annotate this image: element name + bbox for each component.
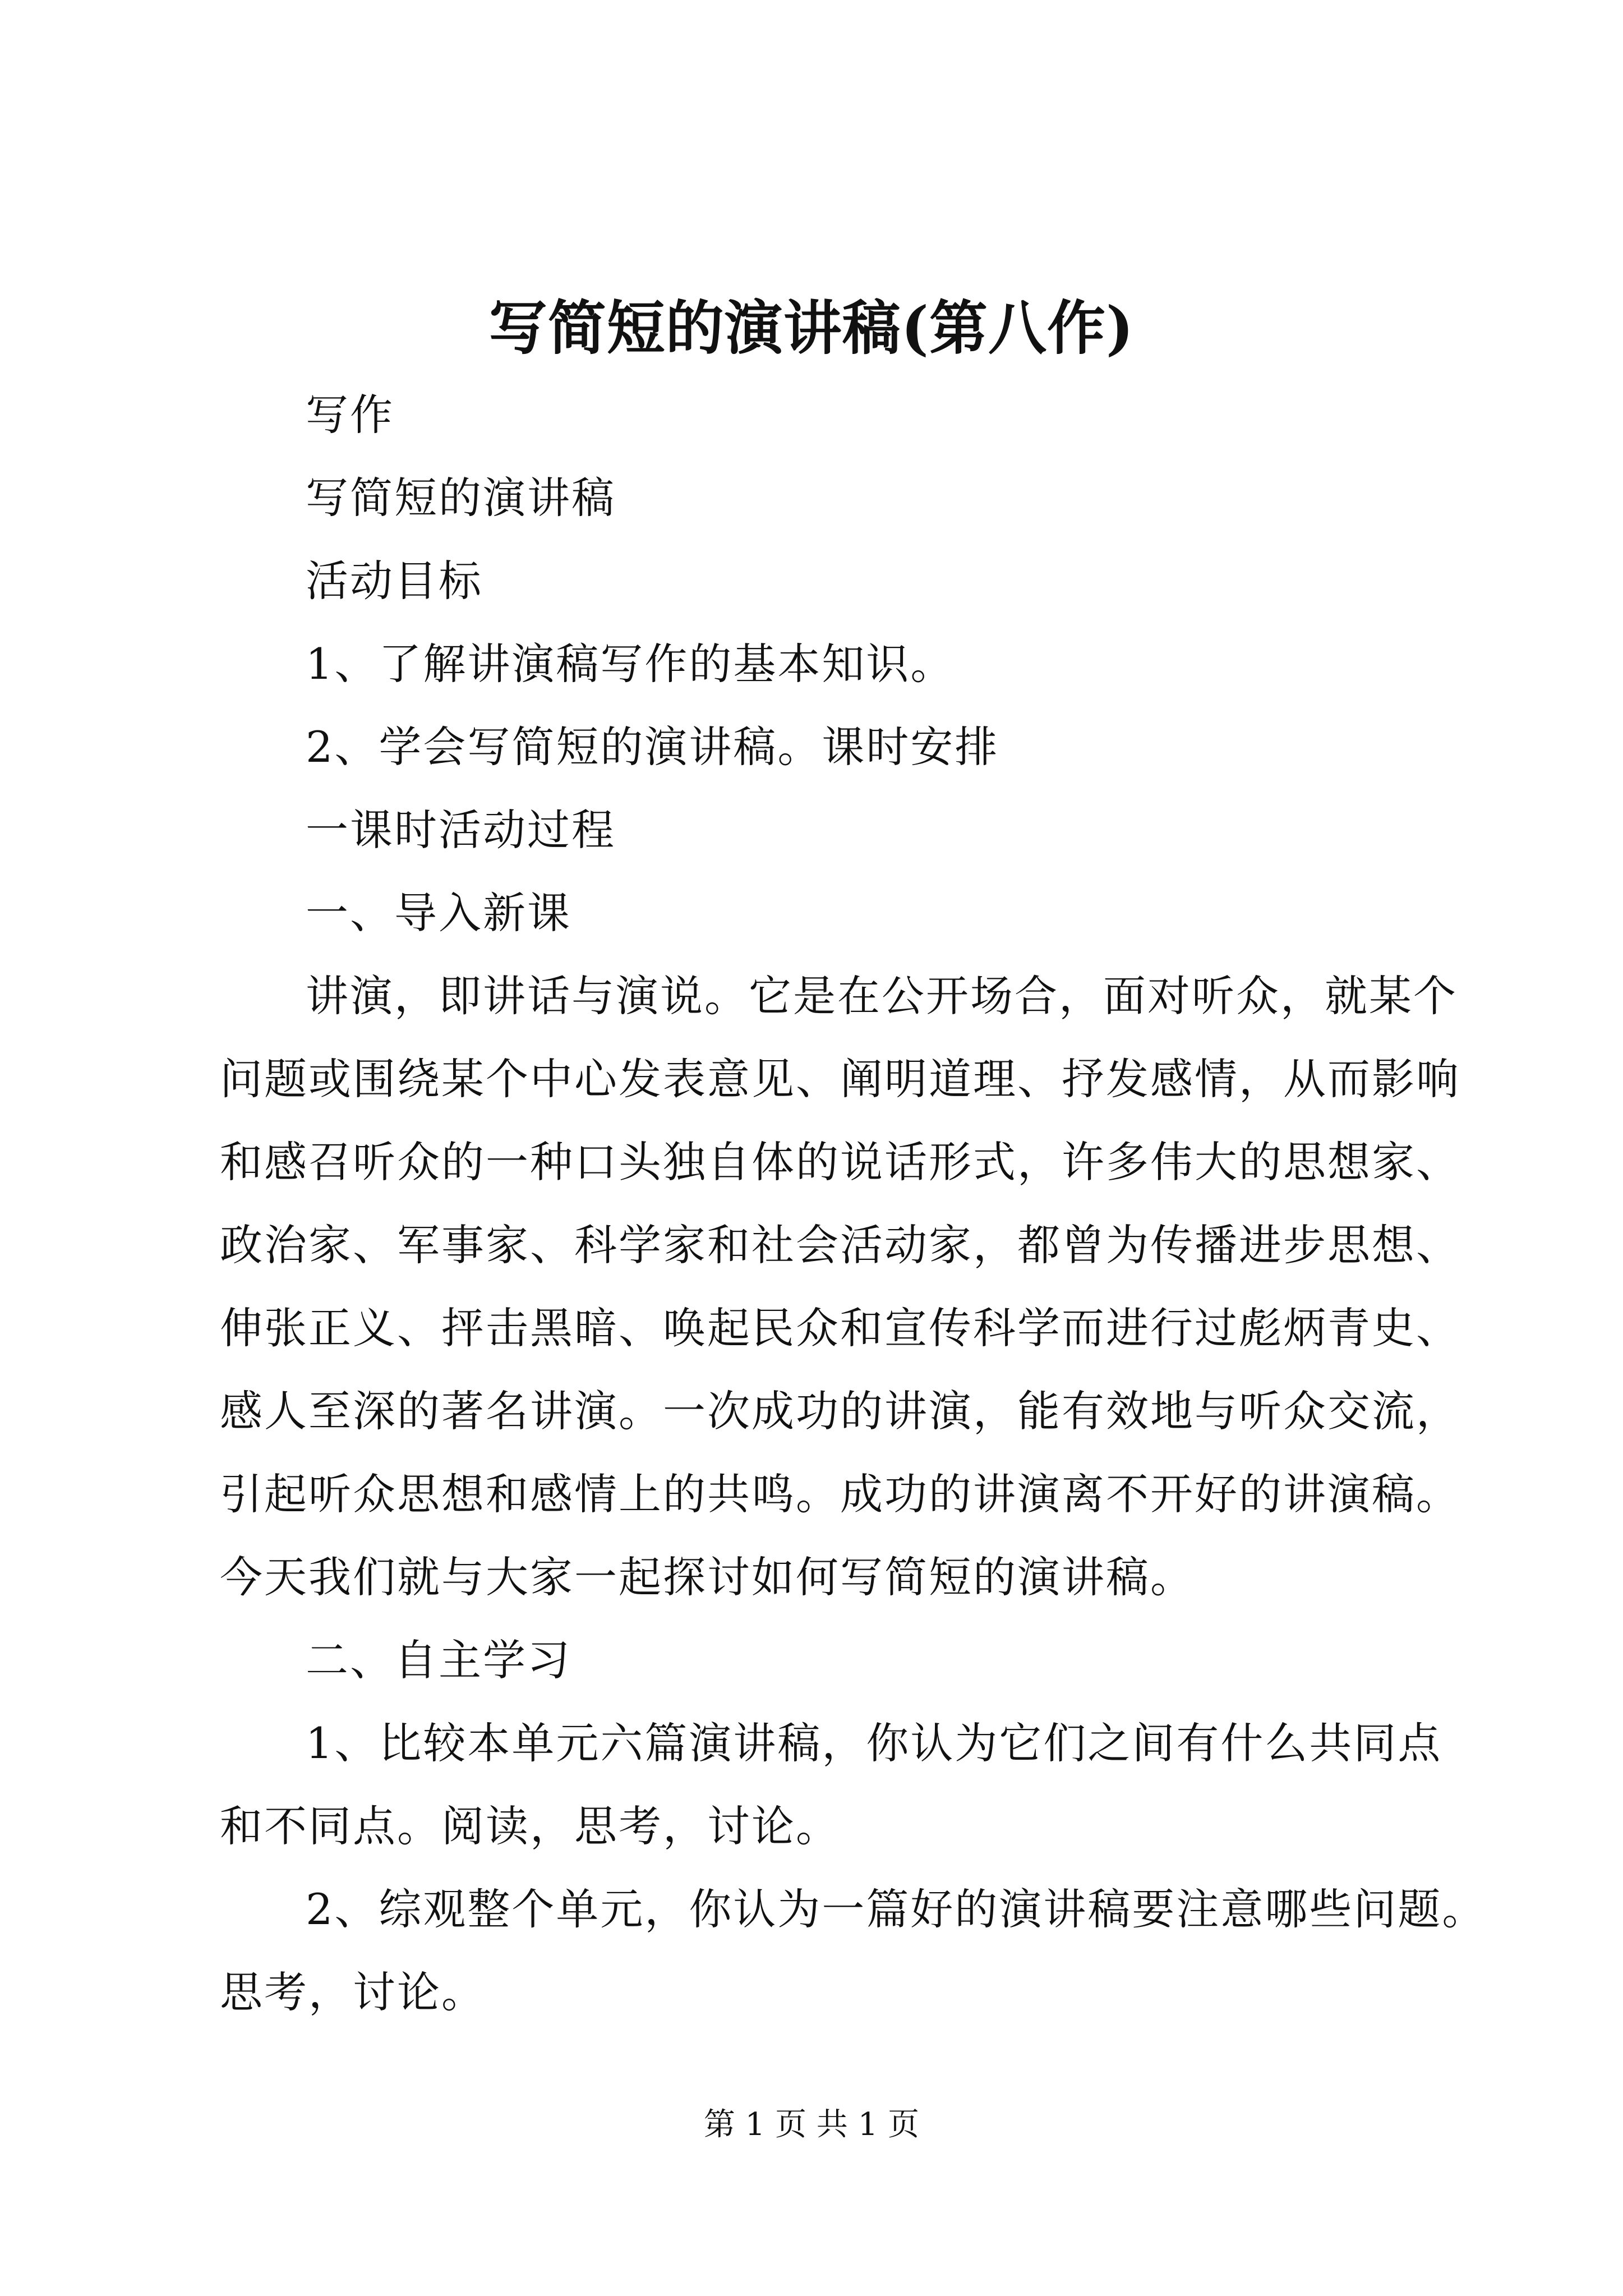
- activity-goals-heading: 活动目标: [306, 556, 483, 606]
- paragraph-line: 今天我们就与大家一起探讨如何写简短的演讲稿。: [220, 1552, 1195, 1602]
- paragraph-line: 问题或围绕某个中心发表意见、阐明道理、抒发感情，从而影响: [220, 1054, 1460, 1104]
- task-item-2: 2、综观整个单元，你认为一篇好的演讲稿要注意哪些问题。: [306, 1884, 1487, 1934]
- paragraph-line: 讲演，即讲话与演说。它是在公开场合，面对听众，就某个: [306, 971, 1458, 1021]
- paragraph-line: 伸张正义、抨击黑暗、唤起民众和宣传科学而进行过彪炳青史、: [220, 1303, 1460, 1353]
- goal-item-2: 2、学会写简短的演讲稿。课时安排: [306, 722, 999, 772]
- task-item-1-cont: 和不同点。阅读，思考，讨论。: [220, 1801, 840, 1851]
- step-heading-intro: 一、导入新课: [306, 888, 571, 938]
- task-item-1: 1、比较本单元六篇演讲稿，你认为它们之间有什么共同点: [306, 1718, 1442, 1768]
- task-item-2-cont: 思考，讨论。: [220, 1967, 486, 2017]
- paragraph-line: 感人至深的著名讲演。一次成功的讲演，能有效地与听众交流，: [220, 1386, 1460, 1436]
- section-subheading: 写简短的演讲稿: [306, 473, 616, 523]
- paragraph-line: 引起听众思想和感情上的共鸣。成功的讲演离不开好的讲演稿。: [220, 1469, 1460, 1519]
- schedule-line: 一课时活动过程: [306, 805, 616, 855]
- page-footer: 第 1 页 共 1 页: [703, 2106, 920, 2143]
- goal-item-1: 1、了解讲演稿写作的基本知识。: [306, 639, 955, 689]
- step-heading-self-study: 二、自主学习: [306, 1635, 571, 1685]
- section-heading: 写作: [306, 390, 394, 440]
- paragraph-line: 政治家、军事家、科学家和社会活动家，都曾为传播进步思想、: [220, 1220, 1460, 1270]
- document-title: 写简短的演讲稿(第八作): [488, 293, 1135, 362]
- paragraph-line: 和感召听众的一种口头独自体的说话形式，许多伟大的思想家、: [220, 1137, 1460, 1187]
